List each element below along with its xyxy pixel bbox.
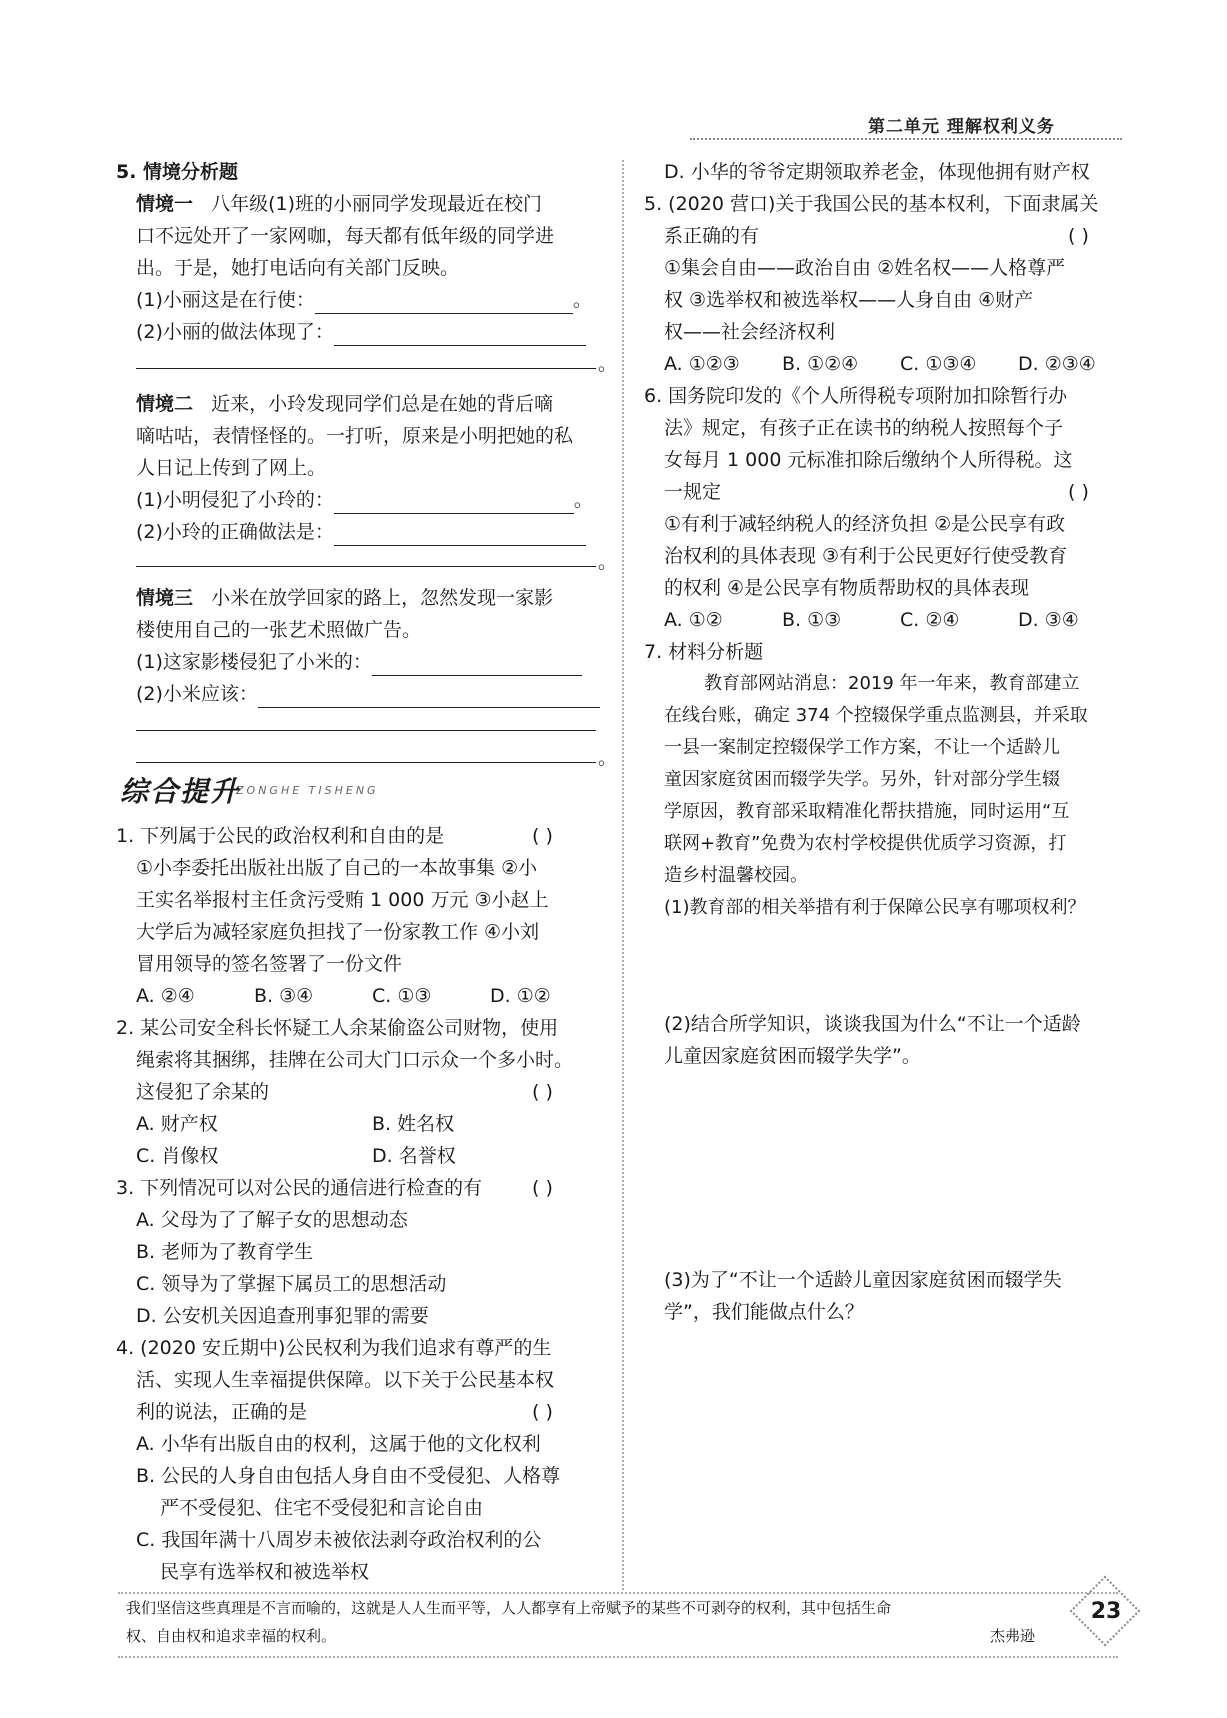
scenario-2-q2 [136,518,586,546]
scenario-1-text: 八年级(1)班的小丽同学发现最近在校门 [211,193,543,215]
q6-line-7: 的权利 ④是公民享有物质帮助权的具体表现 [664,577,1030,599]
option[interactable]: C. ②④ [900,609,960,631]
material-line-3: 一县一案制定控辍保学工作方案，不让一个适龄儿 [664,737,1060,758]
scenario-2-line-2: 嘀咕咕，表情怪怪的。一打听，原来是小明把她的私 [136,425,574,447]
option[interactable]: A. 小华有出版自由的权利，这属于他的文化权利 [136,1433,541,1455]
scenario-1-line-2: 口不远处开了一家网咖，每天都有低年级的同学进 [136,225,555,247]
q1-line-3: 王实名举报村主任贪污受贿 1 000 万元 ③小赵上 [136,889,549,911]
q6-line-2: 法》规定，有孩子正在读书的纳税人按照每个子 [664,417,1064,439]
section-title: 综合提升 [120,775,241,808]
q2-stem: 2. 某公司安全科长怀疑工人余某偷盗公司财物，使用 [116,1017,559,1039]
q5-stem: 5. (2020 营口)关于我国公民的基本权利，下面隶属关 [644,193,1099,215]
option[interactable]: C. 领导为了掌握下属员工的思想活动 [136,1273,447,1295]
option[interactable]: A. 父母为了了解子女的思想动态 [136,1209,408,1231]
sub-question-3-line-2: 学”，我们能做点什么？ [664,1301,864,1323]
scenario-1-line-3: 出。于是，她打电话向有关部门反映。 [136,257,460,279]
option[interactable]: B. ③④ [254,985,314,1007]
q5-line-2: 系正确的有 [664,225,760,247]
answer-blank[interactable] [258,687,600,708]
q4-line-2: 活、实现人生幸福提供保障。以下关于公民基本权 [136,1369,555,1391]
column-divider [622,160,624,1590]
scenario-1-line-1 [136,190,542,218]
option[interactable]: A. ②④ [136,985,195,1007]
option[interactable]: B. 公民的人身自由包括人身自由不受侵犯、人格尊 [136,1465,561,1487]
answer-line[interactable] [136,566,596,567]
footer-author: 杰弗逊 [990,1627,1036,1645]
scenario-1-q1: (1)小丽这是在行使： 。 [136,286,592,314]
option[interactable]: C. 肖像权 [136,1145,219,1167]
material-line-7: 造乡村温馨校园。 [664,865,808,886]
scenario-3-q2-text: (2)小米应该： [136,683,258,705]
q6-line-3: 女每月 1 000 元标准扣除后缴纳个人所得税。这 [664,449,1073,471]
scenario-1-q2 [136,318,586,346]
scenario-1-q2-text: (2)小丽的做法体现了： [136,321,334,343]
scenario-3-line-2: 楼使用自己的一张艺术照做广告。 [136,619,422,641]
option[interactable]: A. 财产权 [136,1113,218,1135]
q6-line-4: 一规定 [664,481,722,503]
scenario-3-line-1 [136,584,553,612]
sub-question-1: (1)教育部的相关举措有利于保障公民享有哪项权利？ [664,897,1086,918]
answer-paren[interactable]: ( ) [532,1401,553,1423]
option[interactable]: D. 名誉权 [372,1145,456,1167]
material-line-6: 联网+教育”免费为农村学校提供优质学习资源，打 [664,833,1067,854]
sub-question-2-line-1: (2)结合所学知识，谈谈我国为什么“不让一个适龄 [664,1013,1081,1035]
scenario-3-q1-text: (1)这家影楼侵犯了小米的： [136,651,372,673]
answer-line[interactable] [136,368,596,369]
material-line-1: 教育部网站消息：2019 年一年来，教育部建立 [704,673,1080,694]
option[interactable]: C. ①③ [372,985,432,1007]
option-cont: 民享有选举权和被选举权 [160,1561,370,1583]
option[interactable]: C. 我国年满十八周岁未被依法剥夺政治权利的公 [136,1529,542,1551]
option[interactable]: B. ①③ [782,609,842,631]
q6-stem: 6. 国务院印发的《个人所得税专项附加扣除暂行办 [644,385,1068,407]
header-rule [690,138,1122,140]
footer-quote-line-2: 权、自由权和追求幸福的权利。 [126,1627,337,1645]
page-number: 23 [1090,1599,1122,1624]
scenario-3-q1 [136,648,582,676]
unit-header: 第二单元 理解权利义务 [868,117,1055,137]
scenario-2-q1: (1)小明侵犯了小玲的： 。 [136,486,593,514]
q5-line-4: 权 ③选举权和被选举权——人身自由 ④财产 [664,289,1034,311]
q6-options [664,606,1079,634]
q5-line-3: ①集会自由——政治自由 ②姓名权——人格尊严 [664,257,1066,279]
q1-line-4: 大学后为减轻家庭负担找了一份家教工作 ④小刘 [136,921,540,943]
answer-line[interactable] [136,762,596,763]
option[interactable]: B. 老师为了教育学生 [136,1241,314,1263]
material-line-2: 在线台账，确定 374 个控辍保学重点监测县，并采取 [664,705,1088,726]
option[interactable]: D. ③④ [1018,609,1079,631]
scenario-3-label: 情境三 [136,587,194,609]
answer-paren[interactable]: ( ) [532,1081,553,1103]
option[interactable]: D. 公安机关因追查刑事犯罪的需要 [136,1305,429,1327]
option[interactable]: A. ①②③ [664,353,740,375]
material-line-5: 学原因，教育部采取精准化帮扶措施，同时运用“互 [664,801,1070,822]
sub-question-2-line-2: 儿童因家庭贫困而辍学失学”。 [664,1045,921,1067]
answer-blank[interactable] [372,655,582,676]
material-line-4: 童因家庭贫困而辍学失学。另外，针对部分学生辍 [664,769,1060,790]
answer-blank[interactable] [334,493,574,514]
option[interactable]: C. ①③④ [900,353,977,375]
answer-blank[interactable] [334,525,586,546]
scenario-1-label: 情境一 [136,193,194,215]
period-mark: 。 [598,551,618,573]
scenario-3-text: 小米在放学回家的路上，忽然发现一家影 [211,587,554,609]
q4-stem: 4. (2020 安丘期中)公民权利为我们追求有尊严的生 [116,1337,552,1359]
scenario-2-line-1 [136,390,553,418]
q2-line-2: 绳索将其捆绑，挂牌在公司大门口示众一个多小时。 [136,1049,574,1071]
option[interactable]: D. 小华的爷爷定期领取养老金，体现他拥有财产权 [664,161,1090,183]
answer-paren[interactable]: ( ) [532,1177,553,1199]
sub-question-3-line-1: (3)为了“不让一个适龄儿童因家庭贫困而辍学失 [664,1269,1062,1291]
answer-blank[interactable] [315,293,573,314]
footer-quote-line-1: 我们坚信这些真理是不言而喻的，这就是人人生而平等，人人都享有上帝赋予的某些不可剥夺的权利，其中包括生命 [126,1599,892,1617]
scenario-2-q2-text: (2)小玲的正确做法是： [136,521,334,543]
q6-line-5: ①有利于减轻纳税人的经济负担 ②是公民享有政 [664,513,1066,535]
q5-line-5: 权——社会经济权利 [664,321,836,343]
q7-title: 7. 材料分析题 [644,641,764,663]
option[interactable]: D. ①② [490,985,551,1007]
q1-stem: 1. 下列属于公民的政治权利和自由的是 [116,825,445,847]
option-cont: 严不受侵犯、住宅不受侵犯和言论自由 [160,1497,484,1519]
answer-paren[interactable]: ( ) [532,825,553,847]
q4-line-3: 利的说法，正确的是 [136,1401,308,1423]
scenario-1-q1-text: (1)小丽这是在行使： [136,289,315,311]
option[interactable]: B. ①②④ [782,353,859,375]
scenario-3-q2 [136,680,600,708]
section-subtitle: ZONGHE TISHENG [236,784,379,797]
scenario-2-label: 情境二 [136,393,194,415]
q5-options [664,350,1096,378]
q3-stem: 3. 下列情况可以对公民的通信进行检查的有 [116,1177,483,1199]
answer-paren[interactable]: ( ) [1068,481,1089,503]
option[interactable]: A. ①② [664,609,723,631]
answer-paren[interactable]: ( ) [1068,225,1089,247]
option[interactable]: B. 姓名权 [372,1113,455,1135]
q2-options-ab [136,1110,454,1138]
answer-blank[interactable] [334,325,586,346]
q5-title: 5. 情境分析题 [116,161,239,183]
answer-line[interactable] [136,730,596,731]
q2-options-cd [136,1142,456,1170]
q6-line-6: 治权利的具体表现 ③有利于公民更好行使受教育 [664,545,1068,567]
scenario-2-q1-text: (1)小明侵犯了小玲的： [136,489,334,511]
period-mark: 。 [598,747,618,769]
q1-line-5: 冒用领导的签名签署了一份文件 [136,953,403,975]
q1-options [136,982,551,1010]
scenario-2-text: 近来，小玲发现同学们总是在她的背后嘀 [211,393,554,415]
option[interactable]: D. ②③④ [1018,353,1096,375]
period-mark: 。 [598,353,618,375]
q2-line-3: 这侵犯了余某的 [136,1081,270,1103]
q1-line-2: ①小李委托出版社出版了自己的一本故事集 ②小 [136,857,538,879]
scenario-2-line-3: 人日记上传到了网上。 [136,457,327,479]
